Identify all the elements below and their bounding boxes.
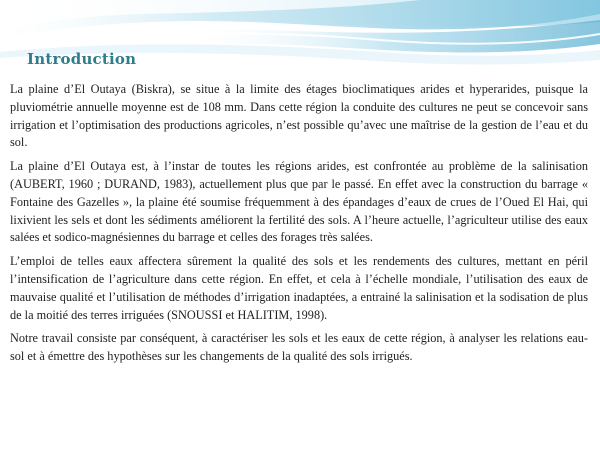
paragraph-4: Notre travail consiste par conséquent, à caractériser les sols et les eaux de cette région, à analyser les relations eau-sol et à émettre des hypothèses sur les changements de la qualité des sols irrigués.	[10, 331, 588, 364]
paragraph-1: La plaine d’El Outaya (Biskra), se situe à la limite des étages bioclimatiques arides et hyperarides, puisque la pluviométrie annuelle moyenne est de 108 mm. Dans cette région la conduite des cultures ne peut se concevoir sans irrigation et l’optimisation des productions agricoles, n’est possible qu’avec une maîtrise de la gestion de l’eau et du sol.	[10, 82, 588, 150]
header-wave-decoration	[0, 0, 600, 90]
slide-title: Introduction	[27, 50, 137, 68]
paragraph-2: La plaine d’El Outaya est, à l’instar de toutes les régions arides, est confrontée au problème de la salinisation (AUBERT, 1960 ; DURAND, 1983), actuellement plus que par le passé. En effet avec la construction du barrage « Fontaine des Gazelles », la plaine été soumise fréquemment à des épandages d’eaux de crues de l’Oued El Hai, qui lixivient les sels et dont les sédiments améliorent la fertilité des sols. A l’heure actuelle, l’agriculteur utilise des eaux salées et sodico-magnésiennes du barrage et celles des forages très salées.	[10, 159, 588, 245]
paragraph-3: L’emploi de telles eaux affectera sûrement la qualité des sols et les rendements des cultures, mettant en péril l’intensification de l’agriculture dans cette région. En effet, et cela à l’échelle mondiale, l’utilisation des eaux de mauvaise qualité et l’utilisation de méthodes d’irrigation inadaptées, a entrainé la salinisation et la sodisation de plus de la moitié des terres irriguées (SNOUSSI et HALITIM, 1998).	[10, 254, 588, 322]
wave-graphic	[0, 0, 600, 90]
slide-body	[10, 81, 588, 372]
